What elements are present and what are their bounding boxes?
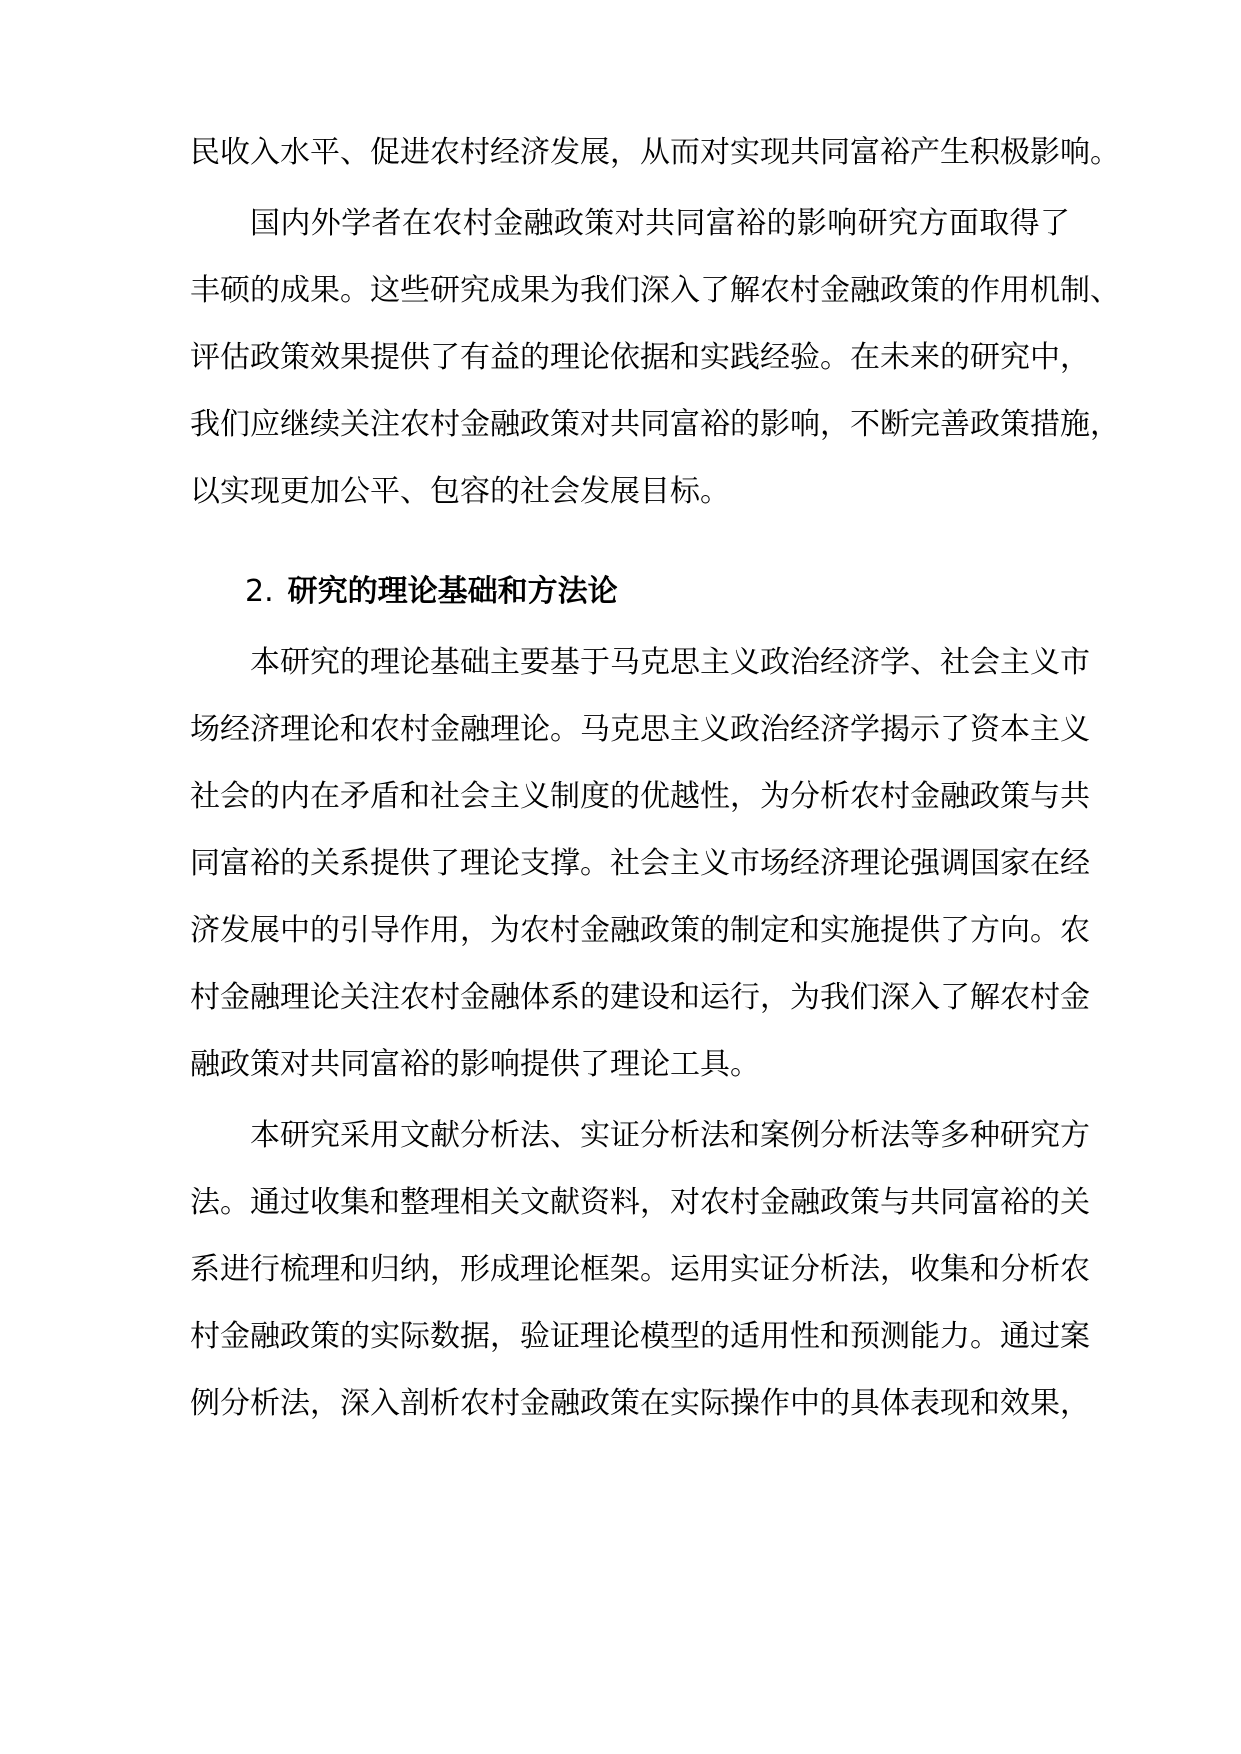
text-line: 村金融理论关注农村金融体系的建设和运行，为我们深入了解农村金 [190,980,1090,1015]
text-line: 法。通过收集和整理相关文献资料，对农村金融政策与共同富裕的关 [190,1185,1090,1220]
text-line: 系进行梳理和归纳，形成理论框架。运用实证分析法，收集和分析农 [190,1252,1090,1287]
text-line: 济发展中的引导作用，为农村金融政策的制定和实施提供了方向。农 [190,913,1090,948]
text-line: 例分析法，深入剖析农村金融政策在实际操作中的具体表现和效果， [190,1386,1090,1421]
text-line: 社会的内在矛盾和社会主义制度的优越性，为分析农村金融政策与共 [190,779,1090,814]
text-line: 村金融政策的实际数据，验证理论模型的适用性和预测能力。通过案 [190,1319,1090,1354]
text-line: 评估政策效果提供了有益的理论依据和实践经验。在未来的研究中， [190,340,1090,375]
text-line: 融政策对共同富裕的影响提供了理论工具。 [190,1047,760,1082]
text-line: 本研究的理论基础主要基于马克思主义政治经济学、社会主义市 [250,645,1090,680]
text-line: 同富裕的关系提供了理论支撑。社会主义市场经济理论强调国家在经 [190,846,1090,881]
text-line: 本研究采用文献分析法、实证分析法和案例分析法等多种研究方 [250,1118,1090,1153]
section-number: 2. [245,574,274,609]
text-line: 国内外学者在农村金融政策对共同富裕的影响研究方面取得了 [250,206,1070,241]
section-heading [245,572,618,612]
text-line: 丰硕的成果。这些研究成果为我们深入了解农村金融政策的作用机制、 [190,273,1120,308]
section-title: 研究的理论基础和方法论 [287,574,618,609]
text-line: 民收入水平、促进农村经济发展，从而对实现共同富裕产生积极影响。 [190,135,1120,170]
text-line: 以实现更加公平、包容的社会发展目标。 [190,474,730,509]
text-line: 我们应继续关注农村金融政策对共同富裕的影响，不断完善政策措施， [190,407,1120,442]
text-line: 场经济理论和农村金融理论。马克思主义政治经济学揭示了资本主义 [190,712,1090,747]
